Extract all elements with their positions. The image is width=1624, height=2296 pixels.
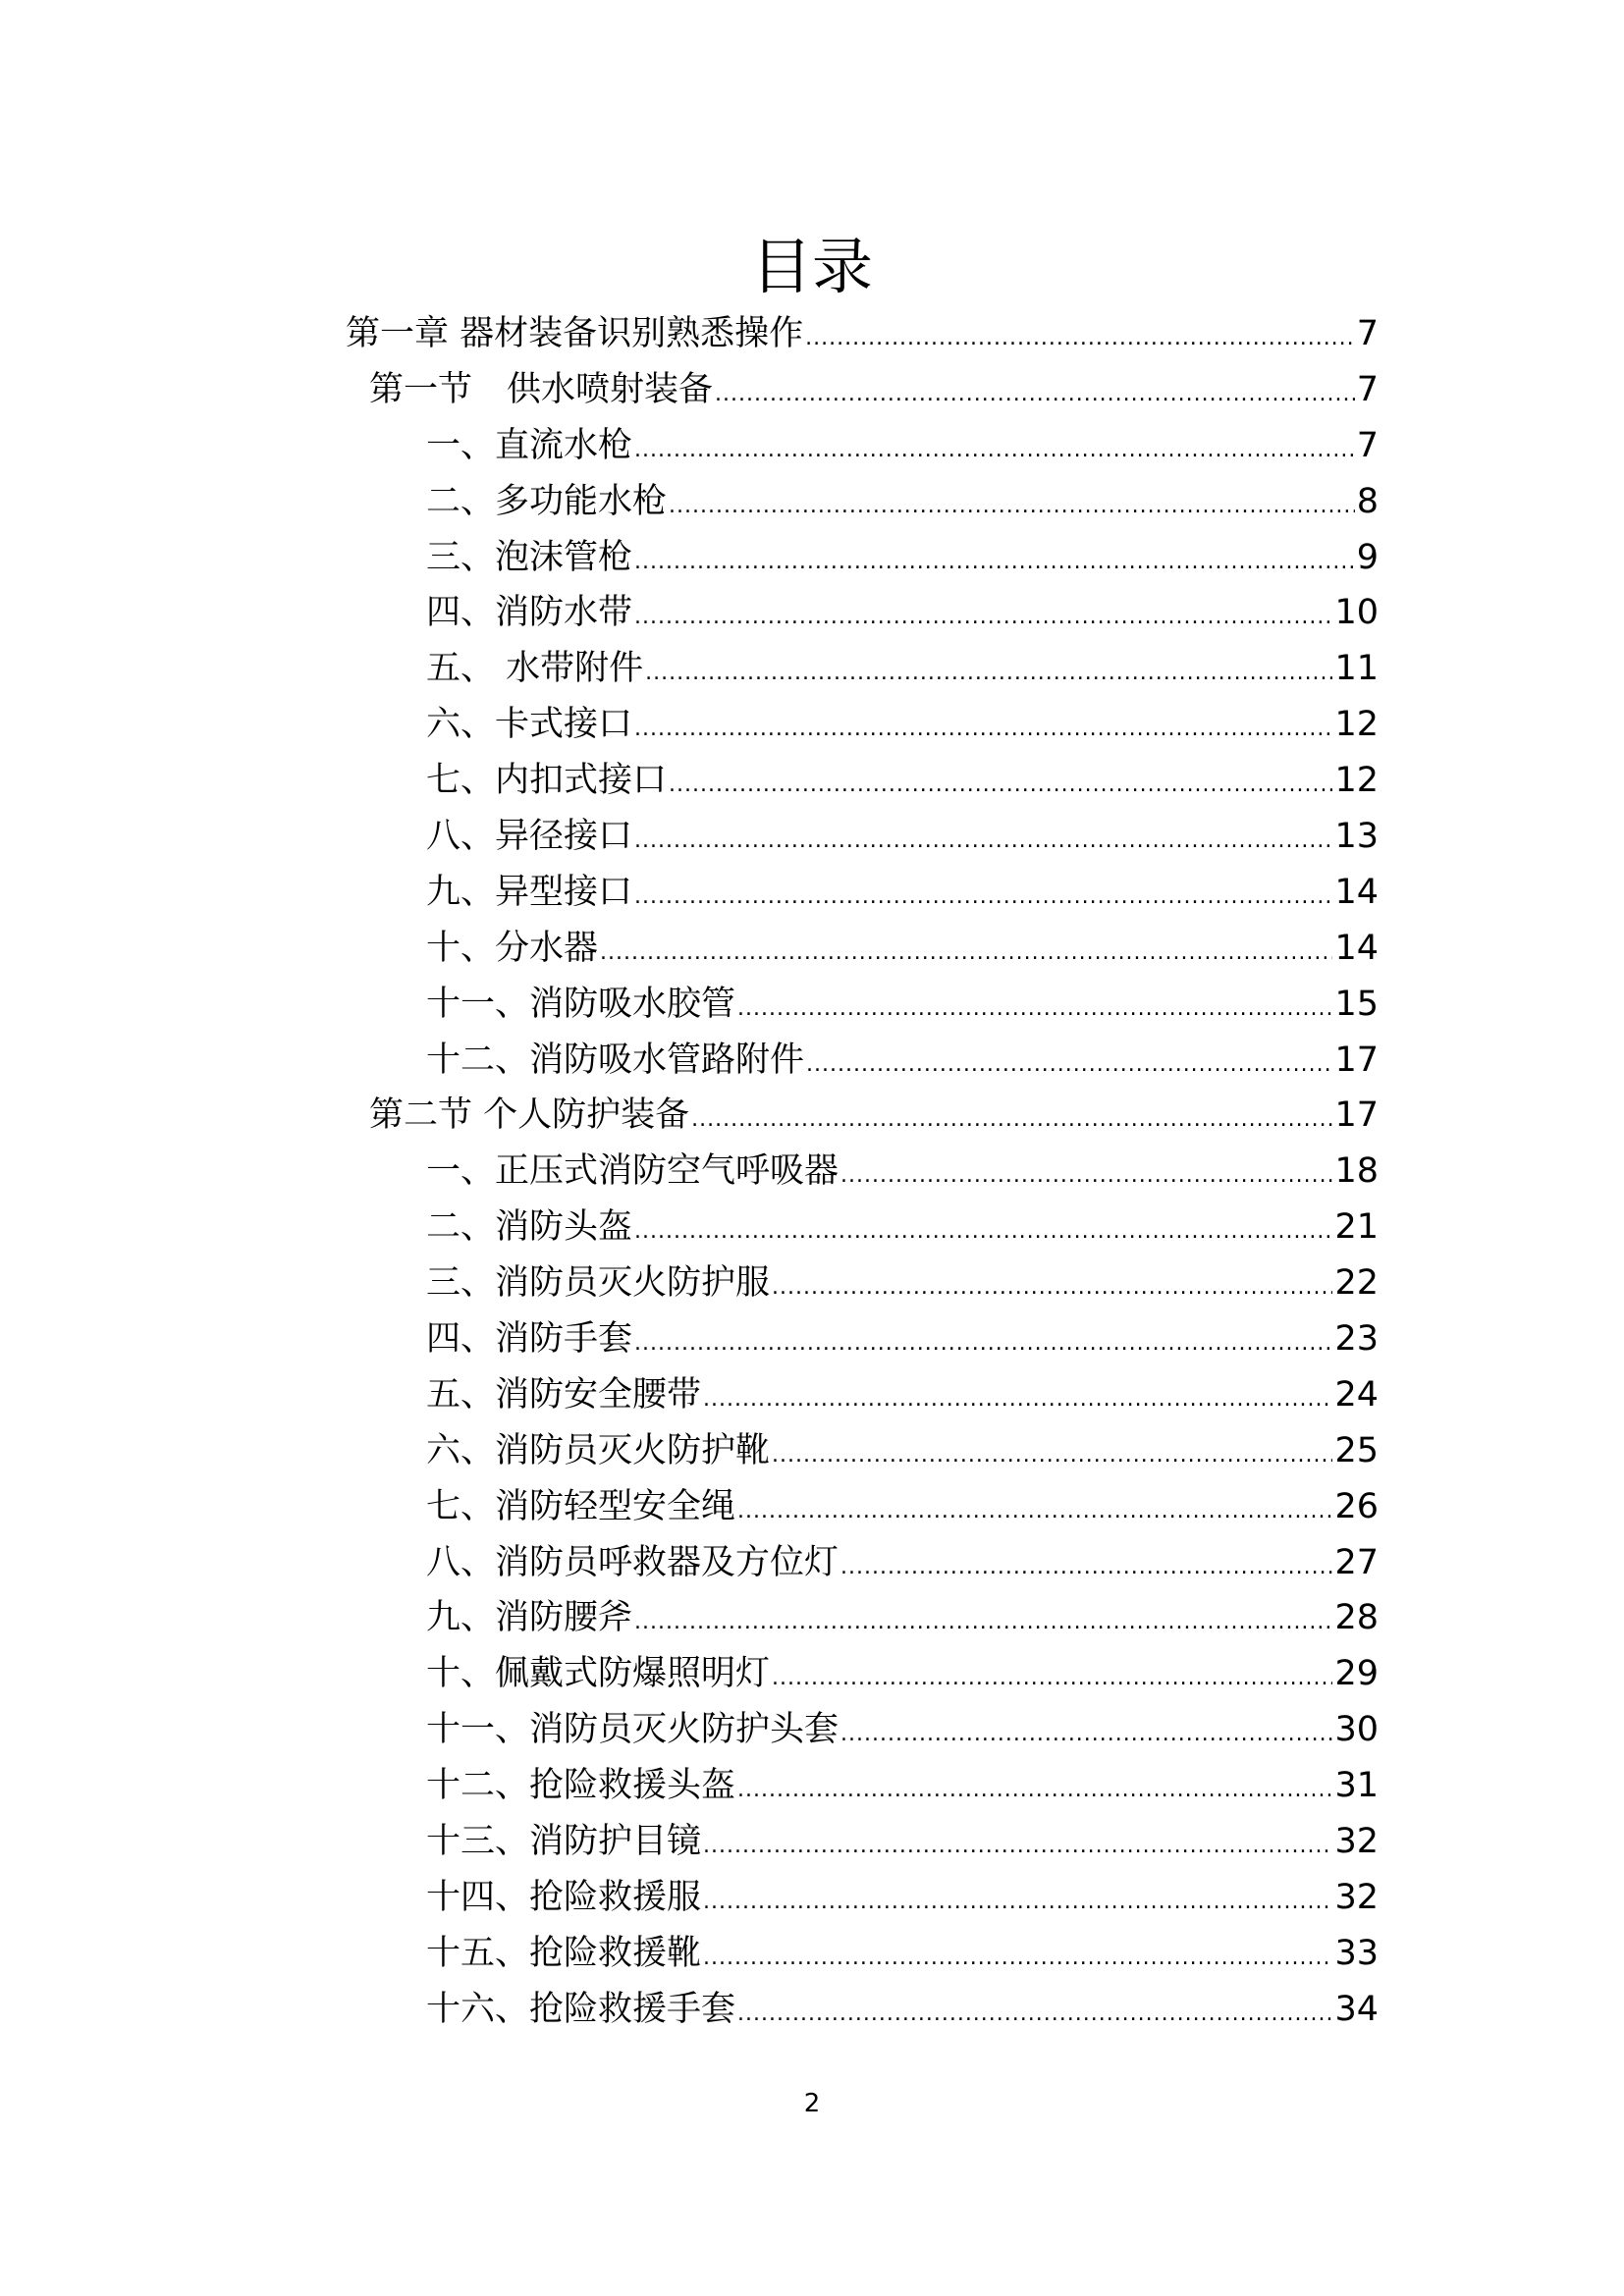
dot-leader: [703, 1875, 1332, 1931]
toc-entry-page: 24: [1334, 1374, 1379, 1415]
dot-leader: [805, 311, 1355, 367]
toc-entry-page: 18: [1334, 1151, 1379, 1192]
dot-leader: [691, 1093, 1332, 1148]
toc-entry-page: 14: [1334, 928, 1379, 968]
toc-entry-page: 33: [1334, 1933, 1379, 1973]
toc-entry-label: 七、消防轻型安全绳: [426, 1486, 736, 1526]
dot-leader: [669, 479, 1355, 535]
toc-entry-label: 第二节 个人防护装备: [369, 1095, 690, 1136]
toc-entry[interactable]: [346, 1033, 1379, 1089]
toc-entry-page: 7: [1356, 369, 1379, 409]
toc-entry-label: 一、直流水枪: [426, 425, 633, 465]
dot-leader: [703, 1819, 1332, 1875]
toc-entry-page: 34: [1334, 1989, 1379, 2029]
toc-entry-page: 14: [1334, 872, 1379, 912]
toc-entry[interactable]: [346, 921, 1379, 977]
toc-entry-label: 三、泡沫管枪: [426, 537, 633, 577]
toc-entry[interactable]: [346, 530, 1379, 586]
toc-entry-page: 22: [1334, 1263, 1379, 1304]
dot-leader: [634, 1595, 1332, 1651]
toc-entry[interactable]: [346, 697, 1379, 753]
toc-entry-label: 十、佩戴式防爆照明灯: [426, 1654, 771, 1694]
dot-leader: [600, 926, 1332, 982]
toc-entry-label: 二、消防头盔: [426, 1207, 633, 1248]
dot-leader: [772, 1428, 1332, 1484]
toc-entry[interactable]: [346, 1814, 1379, 1870]
dot-leader: [634, 535, 1355, 591]
toc-entry[interactable]: [346, 1367, 1379, 1423]
toc-entry[interactable]: [346, 1144, 1379, 1200]
toc-entry-page: 29: [1334, 1654, 1379, 1694]
dot-leader: [840, 1148, 1332, 1204]
toc-entry[interactable]: [346, 1646, 1379, 1702]
toc-entry-page: 32: [1334, 1877, 1379, 1917]
toc-entry[interactable]: [346, 474, 1379, 530]
dot-leader: [703, 1372, 1332, 1428]
dot-leader: [634, 870, 1332, 926]
toc-entry-label: 第一章 器材装备识别熟悉操作: [346, 314, 804, 353]
toc-entry[interactable]: [346, 585, 1379, 641]
toc-entry-page: 12: [1334, 761, 1379, 801]
dot-leader: [840, 1540, 1332, 1596]
toc-entry-label: 六、消防员灭火防护靴: [426, 1430, 771, 1470]
toc-entry-page: 30: [1334, 1710, 1379, 1750]
toc-entry[interactable]: [346, 1255, 1379, 1311]
toc-entry-label: 四、消防手套: [426, 1319, 633, 1360]
page-title: 目录: [750, 231, 873, 302]
toc-entry-label: 四、消防水带: [426, 593, 633, 633]
dot-leader: [840, 1707, 1332, 1763]
toc-entry-page: 26: [1334, 1486, 1379, 1526]
toc-entry-label: 六、卡式接口: [426, 705, 633, 745]
toc-entry[interactable]: [346, 865, 1379, 921]
dot-leader: [737, 1763, 1332, 1819]
toc-entry[interactable]: [346, 1088, 1379, 1144]
toc-entry-label: 七、内扣式接口: [426, 761, 668, 801]
toc-entry-label: 三、消防员灭火防护服: [426, 1263, 771, 1304]
dot-leader: [634, 814, 1332, 870]
dot-leader: [737, 982, 1332, 1038]
toc-entry-page: 9: [1356, 537, 1379, 577]
toc-entry[interactable]: [346, 1702, 1379, 1758]
dot-leader: [806, 1038, 1332, 1094]
toc-entry[interactable]: [346, 809, 1379, 865]
dot-leader: [634, 1316, 1332, 1372]
toc-entry-label: 八、消防员呼救器及方位灯: [426, 1542, 839, 1582]
page-number: 2: [803, 2089, 821, 2118]
toc-entry-label: 五、消防安全腰带: [426, 1374, 702, 1415]
toc-entry[interactable]: [346, 1590, 1379, 1646]
toc-entry[interactable]: [346, 418, 1379, 474]
toc-entry-label: 十六、抢险救援手套: [426, 1989, 736, 2029]
toc-entry-label: 十、分水器: [426, 928, 599, 968]
toc-entry[interactable]: [346, 977, 1379, 1033]
dot-leader: [703, 1931, 1332, 1987]
toc-entry[interactable]: [346, 1479, 1379, 1535]
dot-leader: [737, 1987, 1332, 2043]
dot-leader: [645, 646, 1332, 702]
toc-entry[interactable]: [346, 306, 1379, 362]
toc-entry-page: 25: [1334, 1430, 1379, 1470]
toc-entry-page: 7: [1356, 314, 1379, 353]
toc-entry[interactable]: [346, 1870, 1379, 1926]
toc-entry-label: 九、异型接口: [426, 872, 633, 912]
toc-entry-page: 21: [1334, 1207, 1379, 1248]
dot-leader: [634, 423, 1355, 479]
toc-entry[interactable]: [346, 362, 1379, 418]
table-of-contents: [346, 306, 1379, 2038]
toc-entry-page: 13: [1334, 817, 1379, 857]
toc-entry-page: 8: [1356, 481, 1379, 521]
toc-entry[interactable]: [346, 1423, 1379, 1479]
toc-entry-page: 15: [1334, 984, 1379, 1024]
toc-entry[interactable]: [346, 753, 1379, 809]
dot-leader: [772, 1651, 1332, 1707]
dot-leader: [669, 758, 1332, 814]
toc-entry[interactable]: [346, 1758, 1379, 1814]
toc-entry-label: 八、异径接口: [426, 817, 633, 857]
toc-entry-page: 12: [1334, 705, 1379, 745]
toc-entry-label: 第一节 供水喷射装备: [369, 369, 714, 409]
dot-leader: [737, 1484, 1332, 1540]
toc-entry-label: 十二、消防吸水管路附件: [426, 1040, 805, 1080]
toc-entry-page: 10: [1334, 593, 1379, 633]
toc-entry-label: 十五、抢险救援靴: [426, 1933, 702, 1973]
toc-entry-page: 23: [1334, 1319, 1379, 1360]
dot-leader: [634, 590, 1332, 646]
dot-leader: [715, 367, 1355, 423]
toc-entry[interactable]: [346, 1926, 1379, 1982]
toc-entry-page: 28: [1334, 1598, 1379, 1638]
toc-entry-label: 十四、抢险救援服: [426, 1877, 702, 1917]
toc-entry[interactable]: [346, 1982, 1379, 2038]
toc-entry-page: 31: [1334, 1766, 1379, 1806]
toc-entry[interactable]: [346, 1200, 1379, 1255]
toc-entry-label: 二、多功能水枪: [426, 481, 668, 521]
toc-entry-page: 17: [1334, 1040, 1379, 1080]
dot-leader: [772, 1260, 1332, 1316]
toc-entry-label: 十一、消防员灭火防护头套: [426, 1710, 839, 1750]
toc-entry-label: 十二、抢险救援头盔: [426, 1766, 736, 1806]
toc-entry-page: 27: [1334, 1542, 1379, 1582]
toc-entry-label: 一、正压式消防空气呼吸器: [426, 1151, 839, 1192]
toc-entry-page: 17: [1334, 1095, 1379, 1136]
toc-entry-label: 九、消防腰斧: [426, 1598, 633, 1638]
toc-entry[interactable]: [346, 1535, 1379, 1591]
toc-entry-label: 十一、消防吸水胶管: [426, 984, 736, 1024]
toc-entry-page: 32: [1334, 1822, 1379, 1862]
toc-entry-page: 11: [1334, 649, 1379, 689]
toc-entry-page: 7: [1356, 425, 1379, 465]
dot-leader: [634, 702, 1332, 758]
toc-entry[interactable]: [346, 1311, 1379, 1367]
toc-entry-label: 五、 水带附件: [426, 649, 644, 689]
toc-entry[interactable]: [346, 641, 1379, 697]
toc-entry-label: 十三、消防护目镜: [426, 1822, 702, 1862]
dot-leader: [634, 1204, 1332, 1260]
